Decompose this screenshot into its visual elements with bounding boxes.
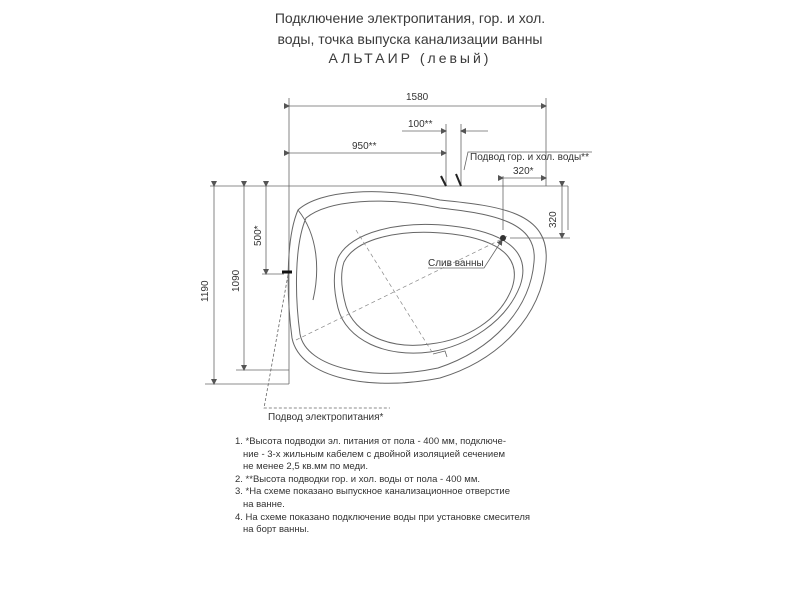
dim-950: 950** [352, 141, 377, 152]
note-line: не менее 2,5 кв.мм по меди. [243, 461, 368, 473]
title-line-3: АЛЬТАИР (левый) [328, 50, 492, 66]
label-drain: Слив ванны [428, 258, 484, 269]
note-line: ние - 3-х жильным кабелем с двойной изоляцией сечением [243, 448, 506, 460]
title-line-1: Подключение электропитания, гор. и хол. [274, 10, 546, 26]
note-line: 1. *Высота подводки эл. питания от пола - 400 мм, подключе- [235, 436, 506, 447]
dim-1580: 1580 [406, 92, 429, 103]
dim-500: 500* [253, 225, 264, 246]
notes-list [235, 436, 530, 537]
dim-100: 100** [408, 119, 433, 130]
dim-1190: 1190 [200, 280, 211, 302]
label-power: Подвод электропитания* [268, 412, 384, 423]
note-line: на борт ванны. [243, 524, 310, 536]
dim-320-vertical: 320 [548, 211, 559, 228]
note-line: 4. На схеме показано подключение воды при установке смесителя [235, 511, 531, 523]
note-line: 3. *На схеме показано выпускное канализационное отверстие [235, 486, 510, 498]
water-pipe-icon [441, 174, 461, 186]
label-water-supply: Подвод гор. и хол. воды** [470, 152, 589, 163]
dim-1090: 1090 [231, 269, 242, 292]
note-line: на ванне. [243, 498, 285, 510]
dim-320-horizontal: 320* [513, 166, 534, 177]
bathtub-outline [288, 192, 546, 384]
note-line: 2. **Высота подводки гор. и хол. воды от пола - 400 мм. [235, 473, 481, 485]
title-line-2: воды, точка выпуска канализации ванны [277, 31, 543, 47]
drain-icon [500, 235, 506, 241]
